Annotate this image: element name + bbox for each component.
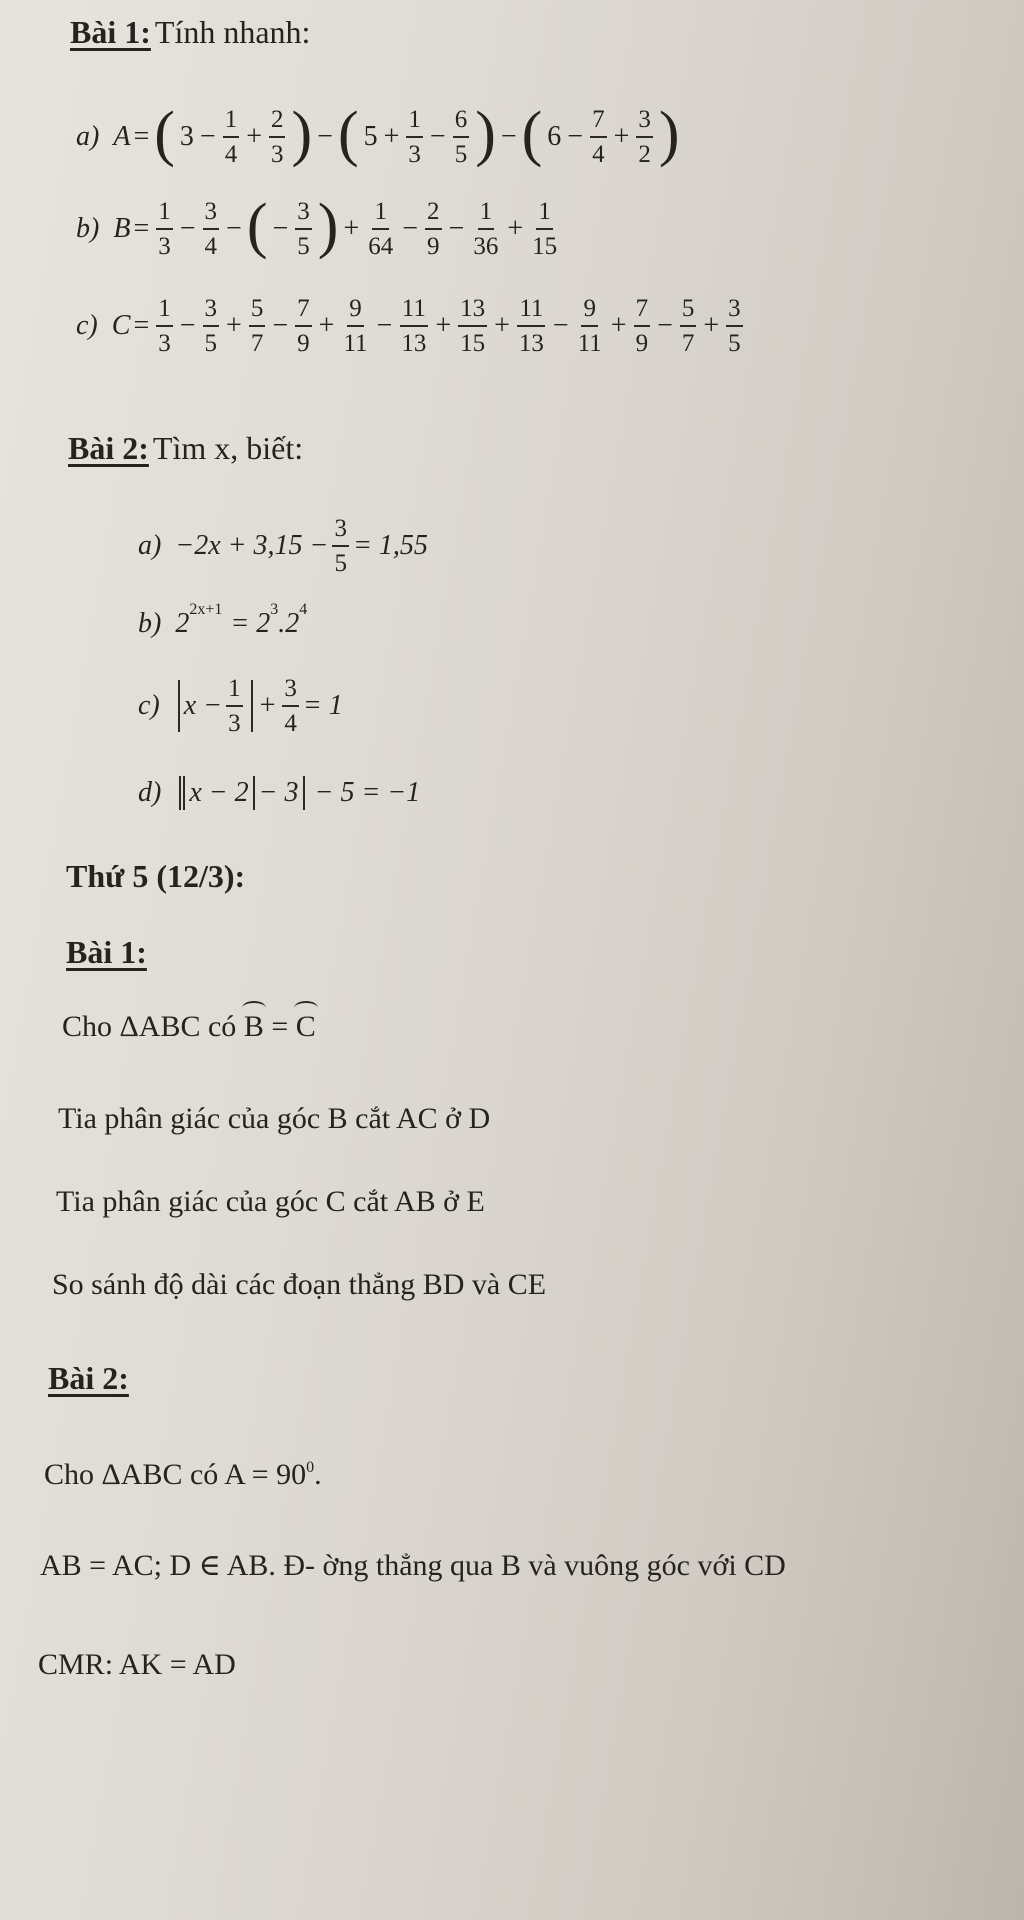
bai1-heading <box>70 14 310 51</box>
expr-b-var: B <box>113 213 131 244</box>
bai2-eq-d <box>138 776 420 810</box>
geo1-line3: Tia phân giác của góc C cắt AB ở E <box>56 1185 485 1218</box>
geo1-line1 <box>62 1010 316 1044</box>
geo2-line1-prefix: Cho ΔABC có A = 90 <box>44 1458 307 1491</box>
bai1-title: Tính nhanh: <box>154 14 311 50</box>
eq-b-exp2: 3 <box>270 601 279 618</box>
bai2-label: Bài 2: <box>68 430 149 466</box>
geo2-line1 <box>44 1458 322 1492</box>
geo1-angle-b: B <box>243 1010 264 1043</box>
section-title: Thứ 5 (12/3): <box>66 858 246 894</box>
eq-a-expr: −2x + 3,15 − <box>175 530 329 561</box>
geo2-line1-deg: 0 <box>306 1459 315 1476</box>
eq-b-eq: = 2 <box>230 608 271 639</box>
geo2-line2: AB = AC; D ∈ AB. Đ- ờng thẳng qua B và vuông góc với CD <box>40 1549 786 1582</box>
geo2-line1-suffix: . <box>314 1458 322 1491</box>
bai1-label: Bài 1: <box>70 14 151 50</box>
eq-d-rhs: − 5 = −1 <box>314 777 421 808</box>
expr-c-label: c) <box>76 310 98 341</box>
bai2-eq-c: c) x − $\frac{1}{3}$ + $\frac{3}{4}$ = 1 <box>138 675 343 737</box>
bai2-heading <box>68 430 303 467</box>
eq-b-label: b) <box>138 608 162 639</box>
bai1-expr-b: b) B = $\frac{1}{3}$ − $\frac{3}{4}$ − ( − $\frac{3}{5}$ ) + $\frac{1}{64}$ − $\frac{2}{9}$ − $\frac{1}{36}$ + $\frac{1}{15}$ <box>76 192 558 260</box>
eq-b-dot: .2 <box>278 608 300 639</box>
eq-a-rhs: = 1,55 <box>352 530 428 561</box>
eq-a-label: a) <box>138 530 162 561</box>
expr-a-label: a) <box>76 121 100 152</box>
geo1-line4: So sánh độ dài các đoạn thẳng BD và CE <box>52 1268 547 1301</box>
bai2-title: Tìm x, biết: <box>152 430 304 466</box>
eq-c-rhs: = 1 <box>302 690 343 721</box>
geo1-equals: = <box>271 1010 289 1043</box>
eq-d-x: x − 2 <box>189 777 249 808</box>
eq-b-base: 2 <box>175 608 190 639</box>
bai1-expr-c: c) C = $\frac{1}{3}$ − $\frac{3}{5}$ + $\frac{5}{7}$ − $\frac{7}{9}$ + $\frac{9}{11}$ − $\frac{11}{13}$ + $\frac{13}{15}$ + $\frac{11}{13}$ − $\frac{9}{11}$ + $\frac{7}{9}$ − $\frac{5}{7}$ + $\frac{3}{5}$ <box>76 295 741 357</box>
bai2-eq-a: a) −2x + 3,15 − $\frac{3}{5}$ = 1,55 <box>138 515 428 577</box>
eq-d-mid: − 3 <box>258 777 299 808</box>
geo1-line2: Tia phân giác của góc B cắt AC ở D <box>58 1102 491 1135</box>
eq-c-label: c) <box>138 690 160 721</box>
expr-a-var: A <box>113 121 131 152</box>
geo1-label: Bài 1: <box>66 934 147 970</box>
bai1-expr-a: a) A = ( 3 − $\frac{1}{4}$ + $\frac{2}{3}$ ) − ( 5 + $\frac{1}{3}$ − $\frac{6}{5}$ ) − ( 6 − $\frac{7}{4}$ + $\frac{3}{2}$ ) <box>76 100 680 168</box>
expr-c-var: C <box>111 310 131 341</box>
geo1-angle-c: C <box>295 1010 316 1043</box>
eq-b-exp3: 4 <box>299 601 308 618</box>
eq-c-x: x − <box>183 690 223 721</box>
bai2-eq-b <box>138 601 308 640</box>
geo1-line1-prefix: Cho ΔABC có <box>62 1010 237 1043</box>
eq-b-exp1: 2x+1 <box>189 601 223 618</box>
eq-d-label: d) <box>138 777 162 808</box>
geo2-label: Bài 2: <box>48 1360 129 1396</box>
expr-b-label: b) <box>76 213 100 244</box>
geo2-line3: CMR: AK = AD <box>38 1648 236 1681</box>
